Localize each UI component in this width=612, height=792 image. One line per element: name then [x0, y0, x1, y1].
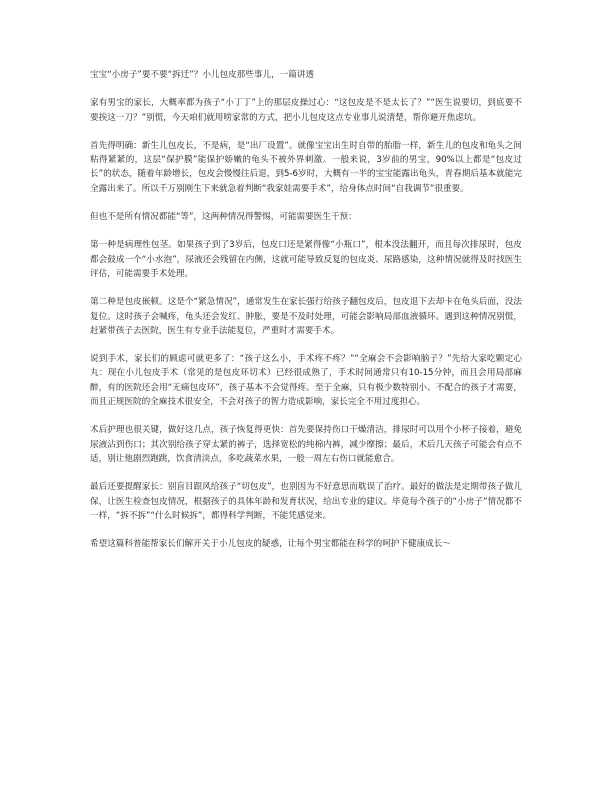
paragraph-phimosis: 第一种是病理性包茎。如果孩子到了3岁后，包皮口还是紧得像“小瓶口”，根本没法翻开，而且每次排尿时，包皮都会鼓成一个“小水泡”，尿液还会残留在内侧，这就可能导致反复的包皮炎、尿路感染，这种情况就得及时找医生评估，可能需要手术处理。: [90, 240, 522, 279]
paragraph-surgery: 说到手术，家长们的顾虑可就更多了：“孩子这么小，手术疼不疼？”“全麻会不会影响脑子？”先给大家吃颗定心丸：现在小儿包皮手术（常见的是包皮环切术）已经很成熟了，手术时间通常只有10-15分钟，而且会用局部麻醉，有的医院还会用“无痛包皮环”，孩子基本不会觉得疼。至于全麻，只有极少数特别小、不配合的孩子才需要，而且正规医院的全麻技术很安全，不会对孩子的智力造成影响，家长完全不用过度担心。: [90, 354, 522, 408]
paragraph-reminder: 最后还要提醒家长：别盲目跟风给孩子“切包皮”，也别因为不好意思而耽误了治疗。最好的做法是定期带孩子做儿保，让医生检查包皮情况，根据孩子的具体年龄和发育状况，给出专业的建议。毕竟每个孩子的“小房子”情况都不一样，“拆不拆”“什么时候拆”，都得科学判断，不能凭感觉来。: [90, 482, 522, 521]
paragraph-closing: 希望这篇科普能帮家长们解开关于小儿包皮的疑惑，让每个男宝都能在科学的呵护下健康成长～: [90, 539, 451, 550]
article-body: [90, 68, 522, 565]
paragraph-postop-care: 术后护理也很关键，做好这几点，孩子恢复得更快：首先要保持伤口干燥清洁，排尿时可以用个小杯子接着，避免尿液沾到伤口；其次别给孩子穿太紧的裤子，选择宽松的纯棉内裤，减少摩擦；最后，术后几天孩子可能会有点不适，别让他剧烈跑跳，饮食清淡点，多吃蔬菜水果，一般一周左右伤口就能愈合。: [90, 425, 522, 464]
paragraph-normal-foreskin: 首先得明确：新生儿包皮长，不是病，是“出厂设置”。就像宝宝出生时自带的胎脂一样，新生儿的包皮和龟头之间粘得紧紧的，这层“保护膜”能保护娇嫩的龟头不被外界刺激。一般来说，3岁前的男宝，90%以上都是“包皮过长”的状态，随着年龄增长，包皮会慢慢往后退，到5-6岁时，大概有一半的宝宝能露出龟头，青春期后基本就能完全露出来了。所以千万别刚生下来就急着判断“我家娃需要手术”，给身体点时间“自我调节”很重要。: [90, 140, 522, 194]
paragraph-paraphimosis: 第二种是包皮嵌顿。这是个“紧急情况”，通常发生在家长强行给孩子翻包皮后，包皮退下去却卡在龟头后面，没法复位。这时孩子会喊疼，龟头还会发红、肿胀，要是不及时处理，可能会影响局部血液循环。遇到这种情况别慌，赶紧带孩子去医院，医生有专业手法能复位，严重时才需要手术。: [90, 297, 522, 336]
paragraph-warning-lead: 但也不是所有情况都能“等”，这两种情况得警惕，可能需要医生干预：: [90, 212, 357, 223]
article-title: 宝宝“小房子”要不要“拆迁”？小儿包皮那些事儿，一篇讲透: [90, 70, 315, 80]
paragraph-intro: 家有男宝的家长，大概率都为孩子“小丁丁”上的那层皮操过心：“这包皮是不是太长了？”“医生说要切，到底要不要挨这一刀？”别慌，今天咱们就用唠家常的方式，把小儿包皮这点专业事儿说清楚，帮你避开焦虑坑。: [90, 98, 522, 123]
